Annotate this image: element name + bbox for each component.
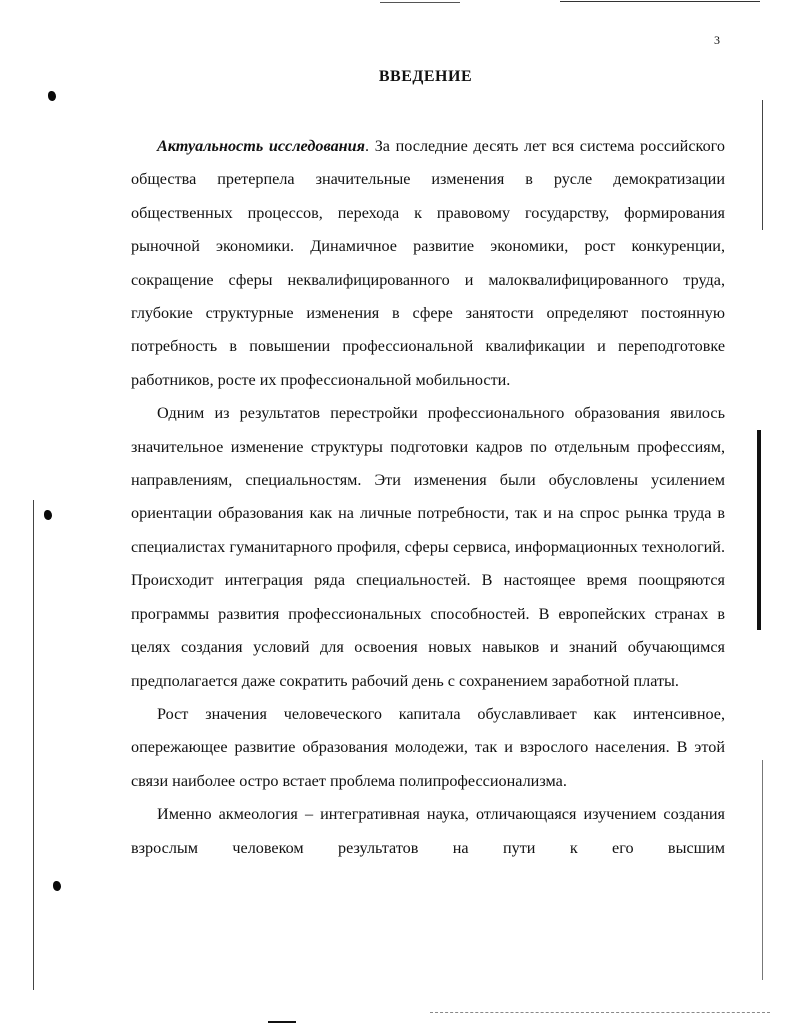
page-title: ВВЕДЕНИЕ <box>378 68 473 85</box>
scan-bottom-dashes <box>430 1012 770 1013</box>
paragraph-acmeology: Именно акмеология – интегративная наука, отличающаяся изучением создания взрослым человеком результатов на пути к его высшим <box>131 805 725 857</box>
scan-top-edge-line-right <box>560 1 760 2</box>
scan-bottom-mark <box>268 1021 296 1023</box>
body-text <box>131 130 725 865</box>
punch-hole-mark-top <box>48 91 56 101</box>
paragraph-restructuring: Одним из результатов перестройки профессионального образования явилось значительное изменение структуры подготовки кадров по отдельным профессиям, направлениям, специальностям. Эти изменения были обусловлены усилением ориентации образования как на личные потребности, так и на спрос рынка труда в специалистах гуманитарного профиля, сферы сервиса, информационных технологий. Происходит интеграция ряда специальностей. В настоящее время поощряются программы развития профессиональных способностей. В европейских странах в целях создания условий для освоения новых навыков и знаний обучающимся предполагается даже сократить рабочий день с сохранением заработной платы. <box>131 404 725 690</box>
scan-right-edge-line <box>762 100 763 230</box>
punch-hole-mark-middle <box>44 510 52 520</box>
paragraph-human-capital: Рост значения человеческого капитала обуславливает как интенсивное, опережающее развитие образования молодежи, так и взрослого населения. В этой связи наиболее остро встает проблема полипрофессионализма. <box>131 704 725 790</box>
scan-top-edge-line <box>380 2 460 3</box>
punch-hole-mark-bottom <box>53 881 61 891</box>
paragraph-relevance <box>131 130 725 397</box>
scan-right-edge-line-lower <box>762 760 763 980</box>
scan-left-edge-line <box>33 500 34 990</box>
scan-right-edge-bar <box>757 430 761 630</box>
page-number: 3 <box>714 33 720 47</box>
paragraph-text: . За последние десять лет вся система российского общества претерпела значительные изменения в русле демократизации общественных процессов, перехода к правовому государству, формирования рыночной экономики. Динамичное развитие экономики, рост конкуренции, сокращение сферы неквалифицированного и малоквалифицированного труда, глубокие структурные изменения в сфере занятости определяют постоянную потребность в повышении профессиональной квалификации и переподготовке работников, росте их профессиональной мобильности. <box>131 137 725 389</box>
paragraph-lead: Актуальность исследования <box>157 137 365 155</box>
